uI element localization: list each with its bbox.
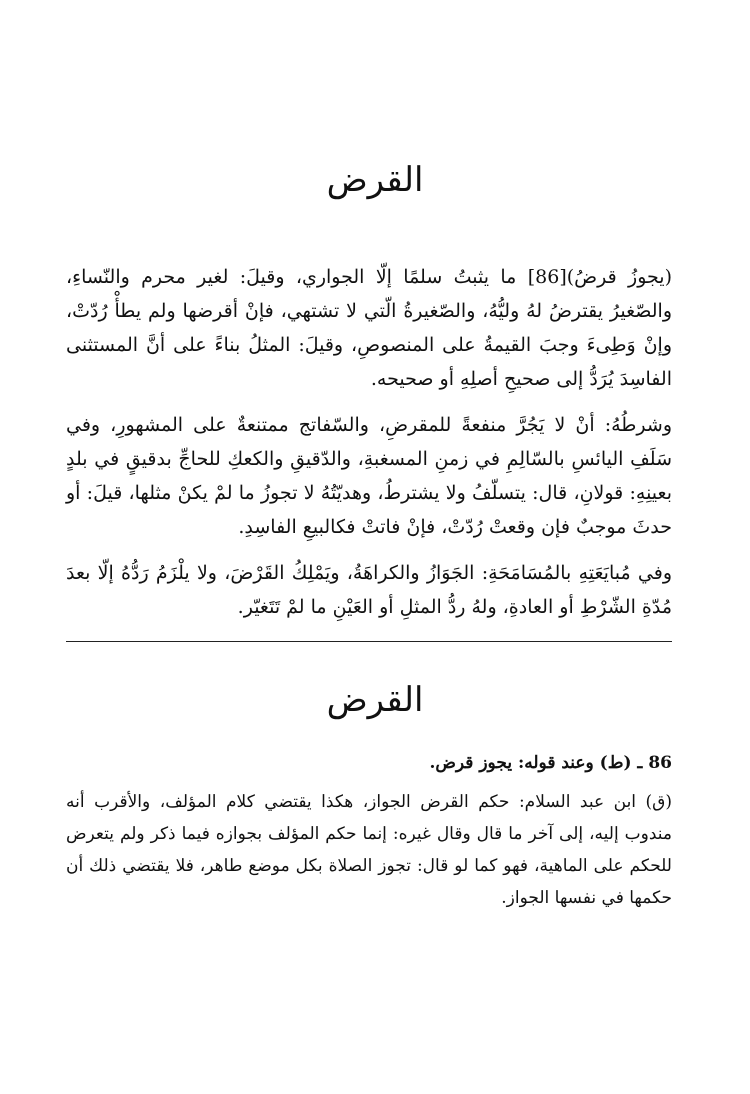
commentary-section-title: القرض	[326, 680, 424, 720]
commentary-text-body	[66, 786, 672, 914]
section-divider	[66, 641, 672, 642]
footnote-number: 86 ـ	[637, 753, 672, 773]
footnote-reference: (ط) وعند قوله: يجوز قرض.	[429, 753, 632, 773]
main-paragraph-3: وفي مُبايَعَتِهِ بالمُسَامَحَةِ: الجَوَازُ والكراهَةُ، ويَمْلِكُ القَرْضَ، ولا يلْزَمُ رَدُّهُ إلّا بعدَ مُدّةِ الشّرْطِ أو العادةِ، ولهُ ردُّ المثلِ أو العَيْنِ ما لمْ تَتَغيّر.	[66, 562, 672, 618]
main-paragraph-2: وشرطُهُ: أنْ لا يَجُرَّ منفعةً للمقرضِ، والسّفاتج ممتنعةٌ على المشهورِ، وفي سَلَفِ اليائسِ بالسّالِمِ في زمنِ المسغبةِ، والدّقيقِ والكعكِ للحاجِّ بدقيقٍ في بلدٍ بعينِهِ: قولانِ، قال: يتسلّفُ ولا يشترطُ، وهديّتُهُ لا تجوزُ ما لمْ يكنْ مثلها، قيلَ: أو حدثَ موجبٌ فإن وقعتْ رُدّتْ، فإنْ فاتتْ فكالبيعِ الفاسِدِ.	[66, 414, 672, 538]
footnote-heading	[66, 748, 672, 778]
main-paragraph-1: (يجوزُ قرضُ)[86] ما يثبتُ سلمًا إلّا الجواري، وقيلَ: لغير محرم والنّساءِ، والصّغيرُ يقترضُ لهُ وليُّهُ، والصّغيرةُ الّتي لا تشتهي، فإنْ أقرضها ولم يطأْ رُدّتْ، وإنْ وَطِىءَ وجبَ القيمةُ على المنصوصِ، وقيلَ: المثلُ بناءً على أنَّ المستثنى الفاسِدَ يُرَدُّ إلى صحيحِ أصلِهِ أو صحيحه.	[66, 266, 673, 390]
commentary-paragraph-1: (ق) ابن عبد السلام: حكم القرض الجواز، هكذا يقتضي كلام المؤلف، والأقرب أنه مندوب إليه، إلى آخر ما قال وقال غيره: إنما حكم المؤلف بجوازه فيما ذكر ولم يتعرض للحكم على الماهية، فهو كما لو قال: تجوز الصلاة بكل موضع طاهر، فلا يقتضي ذلك أن حكمها في نفسها الجواز.	[66, 792, 672, 908]
main-section-title: القرض	[326, 160, 424, 200]
main-text-body	[66, 260, 672, 636]
